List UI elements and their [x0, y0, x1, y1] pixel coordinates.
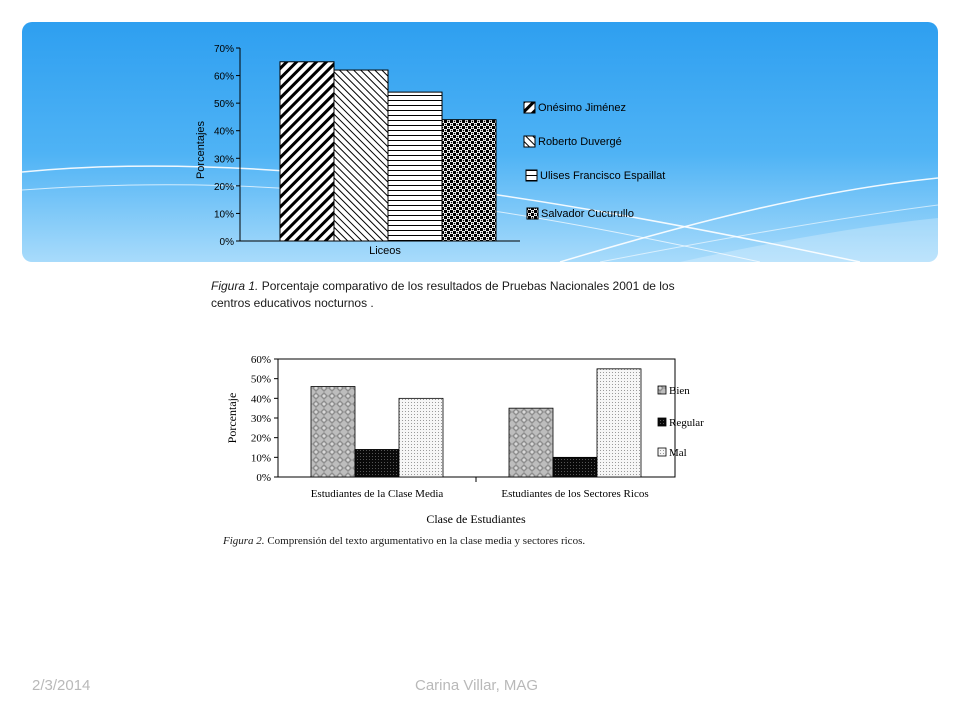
- legend-swatch: [658, 386, 666, 394]
- caption-text: Comprensión del texto argumentativo en la clase media y sectores ricos.: [264, 535, 586, 547]
- bar-bien: [311, 387, 355, 477]
- y-tick-label: 40%: [213, 126, 234, 138]
- legend-label: Salvador Cucurullo: [541, 208, 634, 220]
- y-tick-label: 20%: [213, 181, 234, 193]
- caption-figure-label: Figura 2.: [223, 535, 265, 547]
- y-tick-label: 0%: [219, 237, 234, 248]
- x-axis-label: Clase de Estudiantes: [426, 512, 526, 526]
- y-tick-label: 50%: [250, 373, 271, 386]
- caption-figure-label: Figura 1.: [211, 279, 259, 293]
- legend-swatch: [658, 418, 666, 426]
- legend-swatch: [658, 448, 666, 456]
- y-tick-label: 60%: [213, 71, 234, 83]
- y-axis-label: Porcentaje: [225, 392, 239, 444]
- bar-mal: [597, 369, 641, 477]
- bar-regular: [355, 449, 399, 477]
- y-tick-label: 70%: [213, 44, 234, 55]
- caption-text: Porcentaje comparativo de los resultados de Pruebas Nacionales 2001 de los centros educativos nocturnos .: [211, 279, 675, 310]
- y-tick-label: 30%: [250, 413, 271, 425]
- x-category-label: Estudiantes de los Sectores Ricos: [501, 488, 649, 500]
- figure-1-caption: [211, 278, 711, 312]
- bar-regular: [553, 457, 597, 477]
- legend-label: Bien: [669, 385, 690, 397]
- x-category-label: Estudiantes de la Clase Media: [310, 488, 444, 500]
- legend-label: Regular: [669, 417, 704, 429]
- x-category-label: Liceos: [369, 245, 401, 257]
- y-tick-label: 30%: [213, 154, 234, 166]
- legend-label: Ulises Francisco Espaillat: [540, 170, 666, 182]
- legend-label: Mal: [669, 447, 687, 459]
- bar-mal: [399, 398, 443, 477]
- y-tick-label: 0%: [256, 472, 271, 484]
- y-tick-label: 60%: [250, 354, 271, 366]
- y-tick-label: 10%: [213, 209, 234, 221]
- figure-2-caption: [223, 535, 693, 547]
- y-tick-label: 10%: [250, 452, 271, 465]
- bar-bien: [509, 408, 553, 477]
- y-tick-label: 20%: [250, 432, 271, 445]
- legend-label: Roberto Duvergé: [538, 136, 622, 148]
- y-axis-label: Porcentajes: [195, 120, 207, 180]
- legend-label: Onésimo Jiménez: [538, 102, 627, 114]
- y-tick-label: 50%: [213, 99, 234, 111]
- y-tick-label: 40%: [250, 393, 271, 406]
- footer-author: Carina Villar, MAG: [415, 677, 539, 694]
- footer-date: 2/3/2014: [32, 677, 91, 694]
